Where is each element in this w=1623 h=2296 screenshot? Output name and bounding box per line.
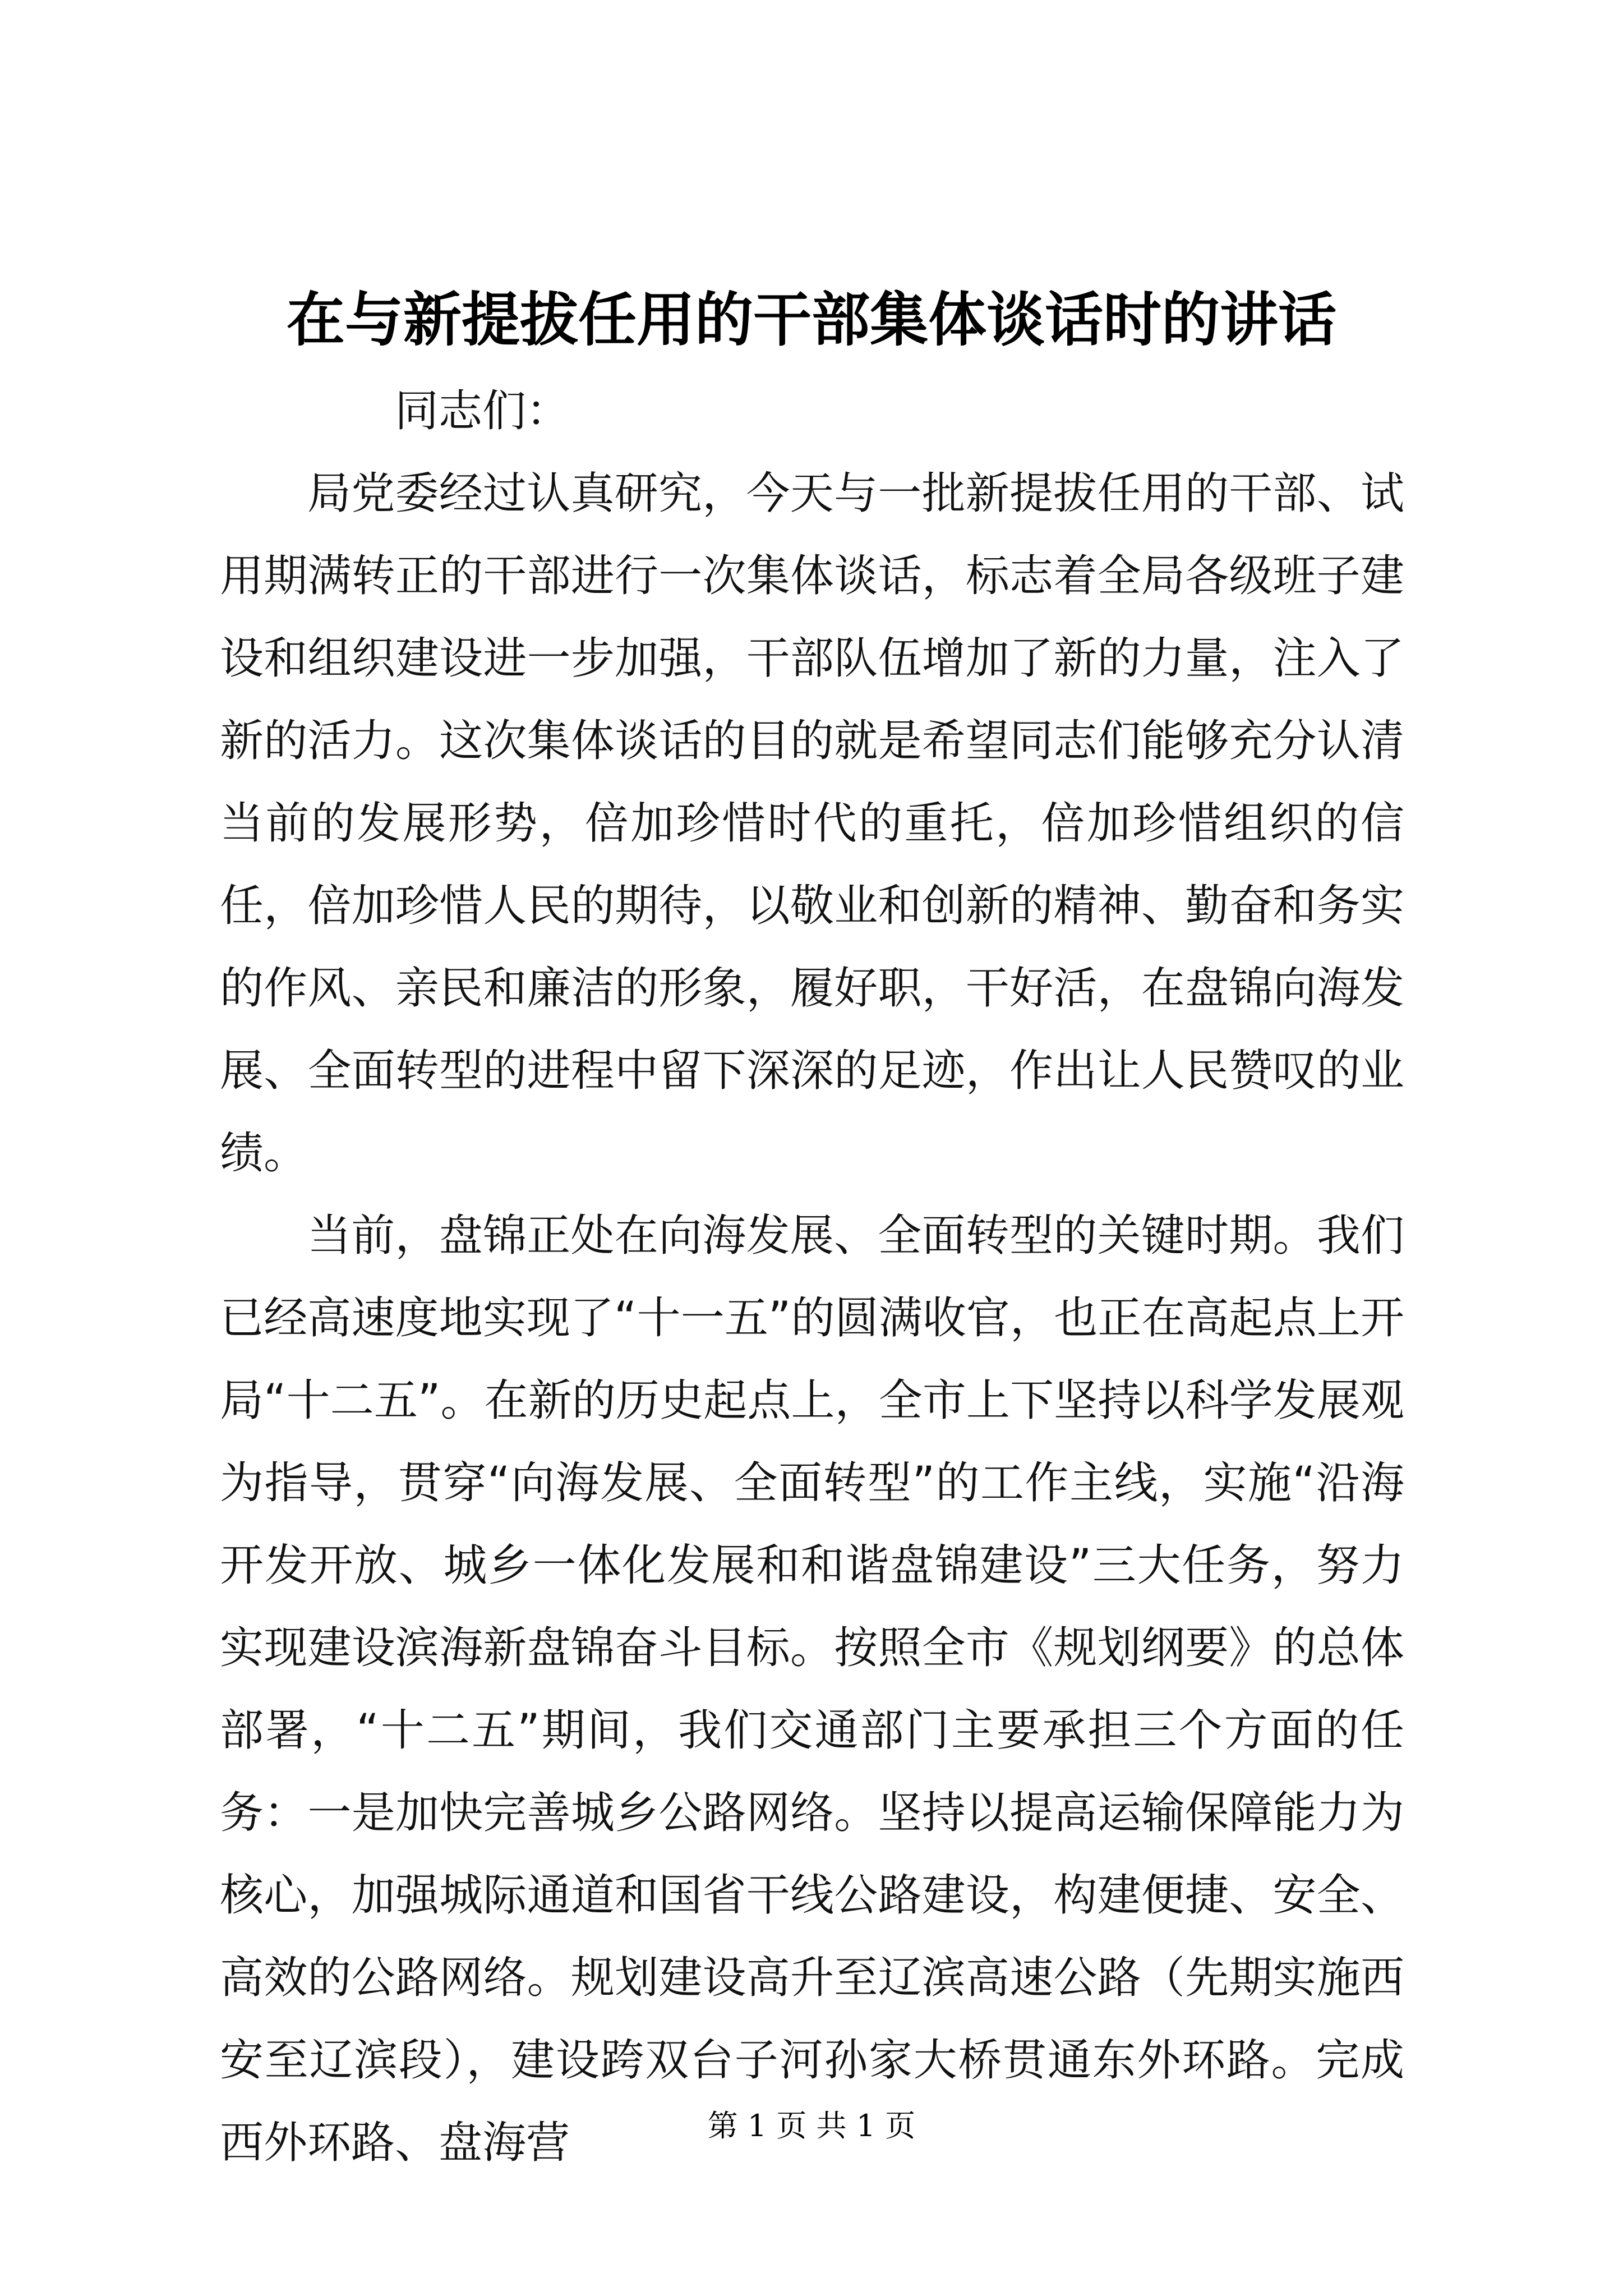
salutation: 同志们： bbox=[395, 386, 570, 436]
document-body bbox=[220, 370, 1404, 2184]
paragraph-2: 当前，盘锦正处在向海发展、全面转型的关键时期。我们已经高速度地实现了“十一五”的圆满收官，也正在高起点上开局“十二五”。在新的历史起点上，全市上下坚持以科学发展观为指导，贯穿“向海发展、全面转型”的工作主线，实施“沿海开发开放、城乡一体化发展和和谐盘锦建设”三大任务，努力实现建设滨海新盘锦奋斗目标。按照全市《规划纲要》的总体部署，“十二五”期间，我们交通部门主要承担三个方面的任务：一是加快完善城乡公路网络。坚持以提高运输保障能力为核心，加强城际通道和国省干线公路建设，构建便捷、安全、高效的公路网络。规划建设高升至辽滨高速公路（先期实施西安至辽滨段），建设跨双台子河孙家大桥贯通东外环路。完成西外环路、盘海营 bbox=[220, 1211, 1404, 2168]
page-footer: 第 1 页 共 1 页 bbox=[707, 2108, 916, 2143]
paragraph-1: 局党委经过认真研究，今天与一批新提拔任用的干部、试用期满转正的干部进行一次集体谈话，标志着全局各级班子建设和组织建设进一步加强，干部队伍增加了新的力量，注入了新的活力。这次集体谈话的目的就是希望同志们能够充分认清当前的发展形势，倍加珍惜时代的重托，倍加珍惜组织的信任，倍加珍惜人民的期待，以敬业和创新的精神、勤奋和务实的作风、亲民和廉洁的形象，履好职，干好活，在盘锦向海发展、全面转型的进程中留下深深的足迹，作出让人民赞叹的业绩。 bbox=[220, 468, 1404, 1179]
document-title: 在与新提拔任用的干部集体谈话时的讲话 bbox=[286, 285, 1336, 354]
